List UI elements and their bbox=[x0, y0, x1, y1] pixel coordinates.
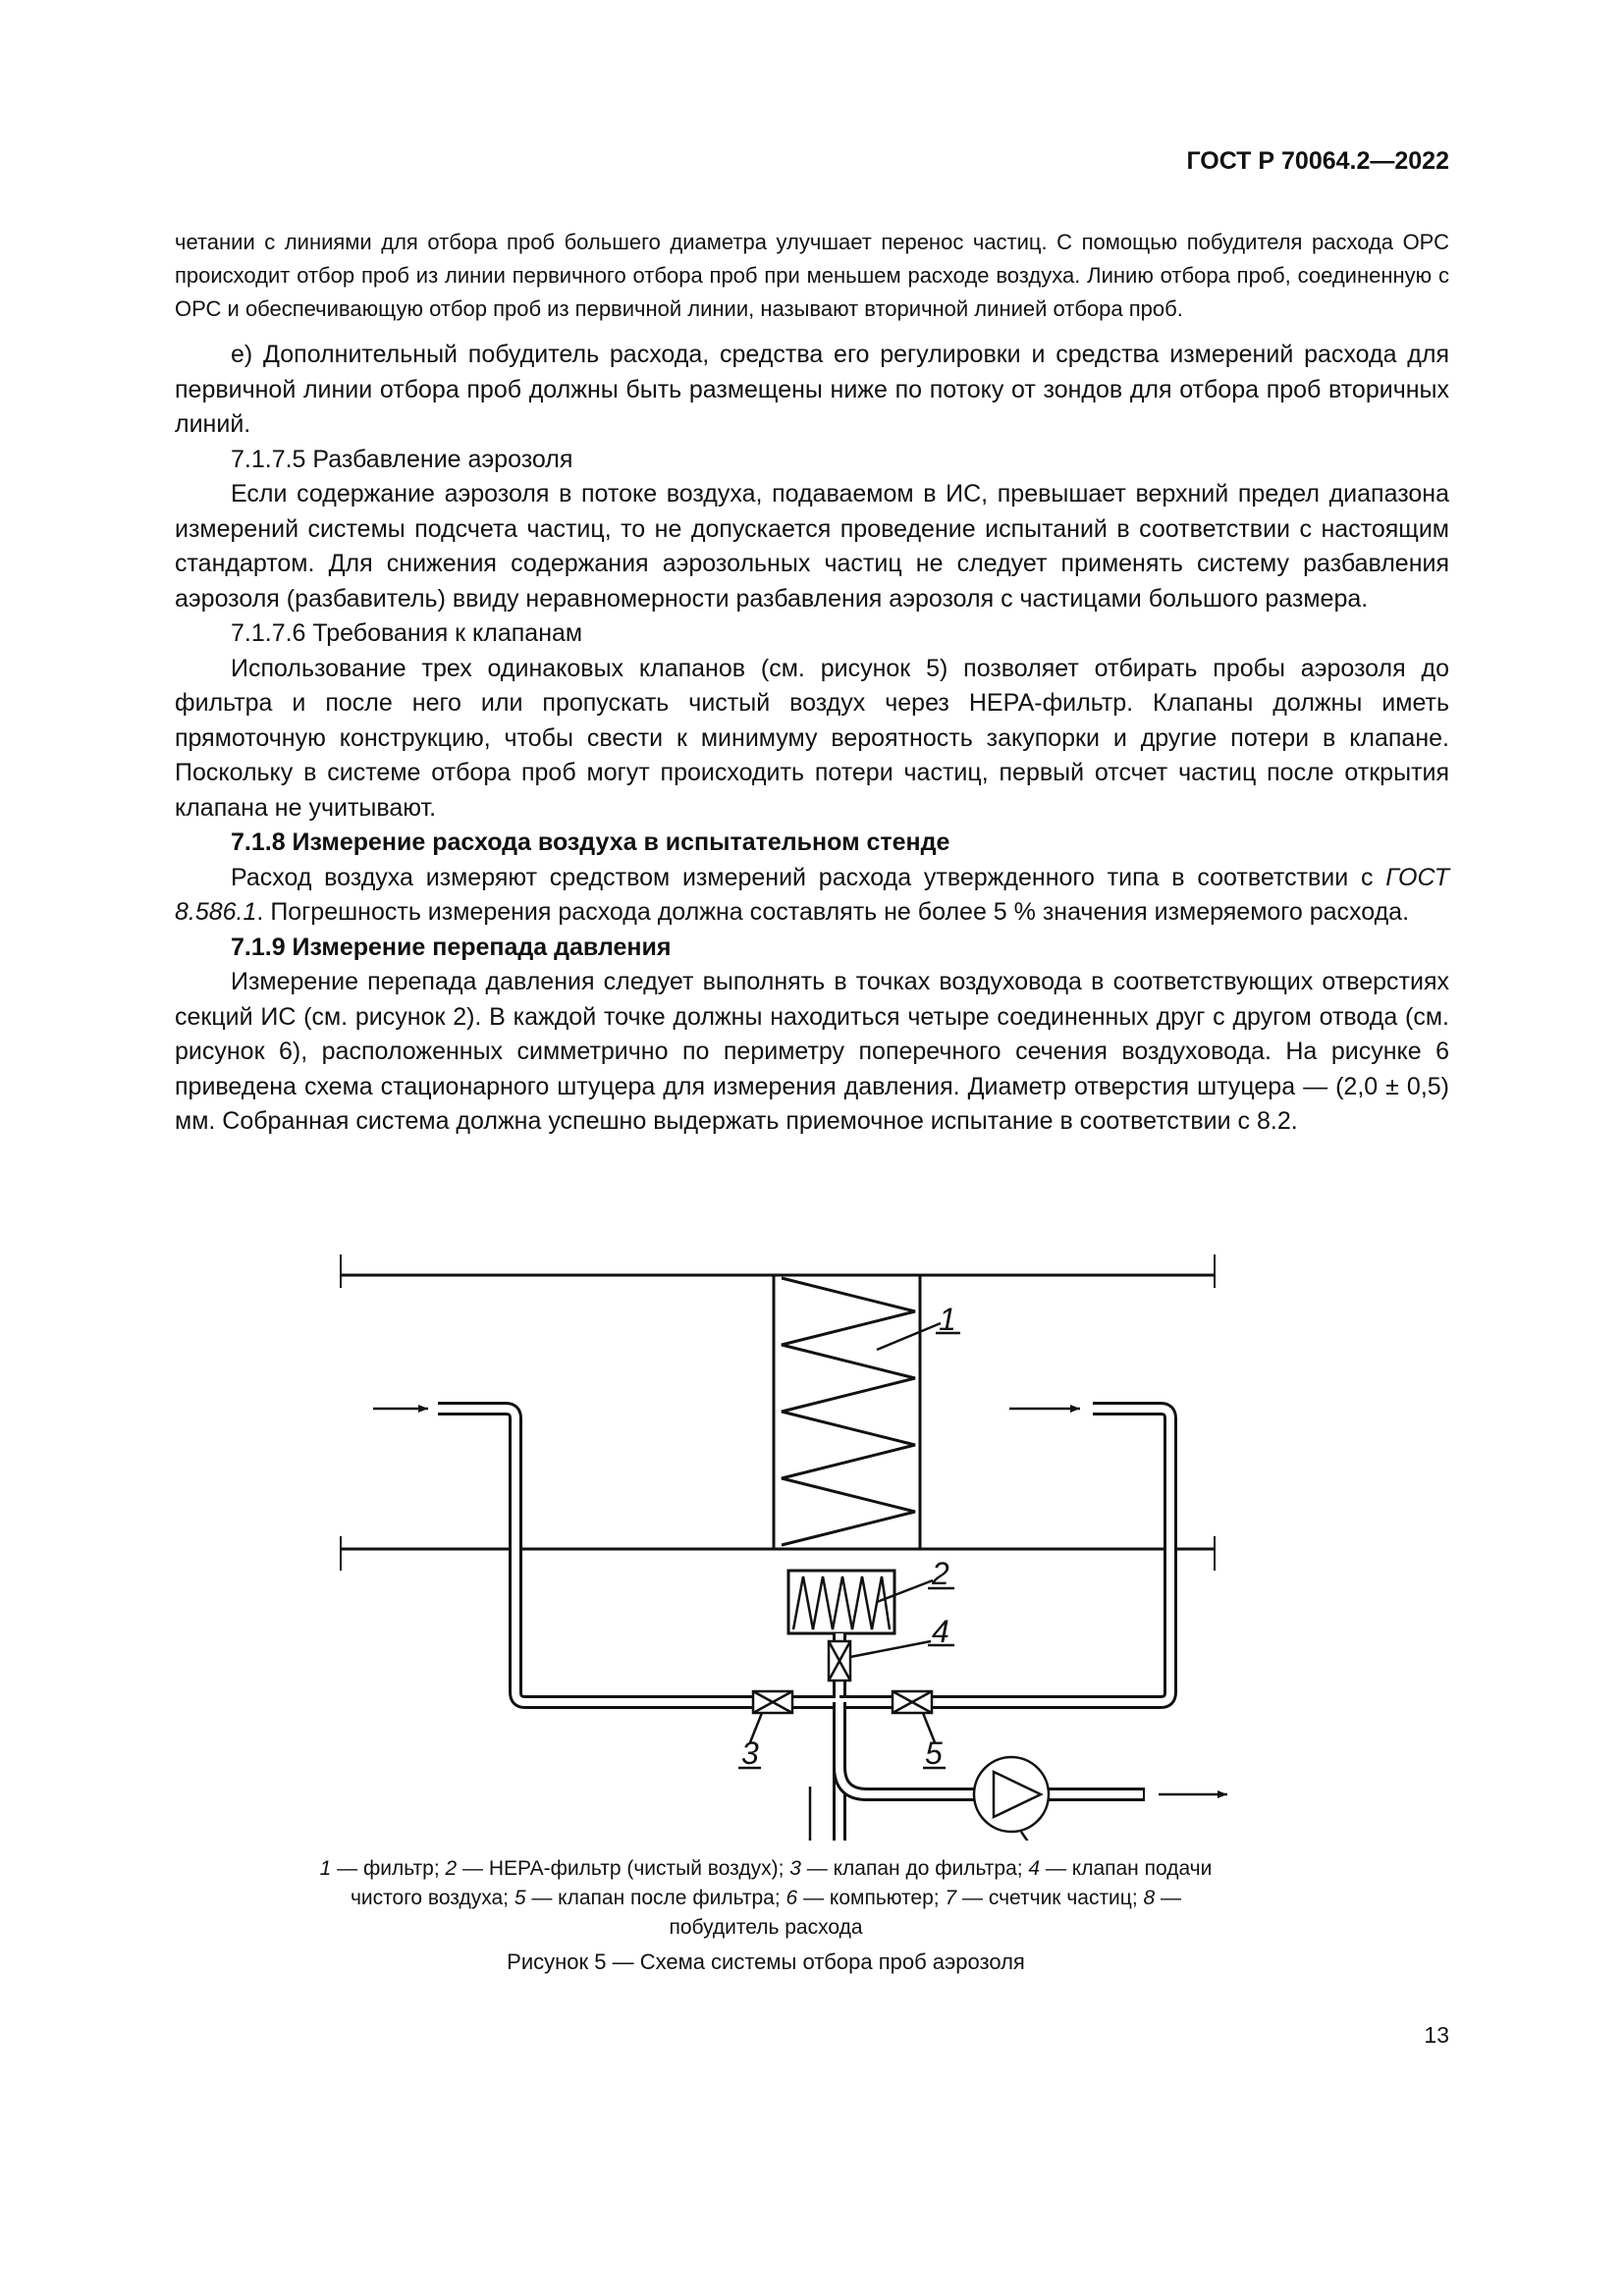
paragraph-7-1-7-5: Если содержание аэрозоля в потоке воздуха, подаваемом в ИС, превышает верхний предел диапазона измерений системы подсчета частиц, то не допускается проведение испытаний в соответствии с настоящим стандартом. Для снижения содержания аэрозольных частиц не следует применять систему разбавления аэрозоля (разбавитель) ввиду неравномерности разбавления аэрозоля с частицами большого размера. bbox=[175, 480, 1449, 613]
label-1: 1 bbox=[939, 1302, 956, 1337]
legend-text-6: — компьютер; bbox=[797, 1887, 946, 1909]
heading-7-1-7-5: 7.1.7.5 Разбавление аэрозоля bbox=[231, 445, 573, 473]
main-text bbox=[175, 226, 1449, 1140]
legend-key-2: 2 bbox=[445, 1857, 458, 1880]
heading-7-1-9-text: 7.1.9 Измерение перепада давления bbox=[231, 933, 672, 961]
intro-paragraph: четании с линиями для отбора проб большего диаметра улучшает перенос частиц. С помощью побудителя расхода ОРС происходит отбор проб из линии первичного отбора проб при меньшем расходе воздуха. Линию отбора проб, соединенную с ОРС и обеспечивающую отбор проб из первичной линии, называют вторичной линией отбора проб. bbox=[175, 230, 1449, 321]
document-header: ГОСТ Р 70064.2—2022 bbox=[1186, 147, 1449, 175]
legend-text-1: — фильтр; bbox=[331, 1857, 446, 1880]
pump-8 bbox=[974, 1757, 1049, 1832]
legend-text-4: — клапан подачи чистого воздуха; bbox=[350, 1857, 1213, 1909]
paragraph-7-1-8 bbox=[175, 861, 1449, 931]
legend-key-5: 5 bbox=[514, 1887, 526, 1909]
paragraph-e: е) Дополнительный побудитель расхода, средства его регулировки и средства измерений расхода для первичной линии отбора проб должны быть размещены ниже по потоку от зондов для отбора проб вторичных линий. bbox=[175, 341, 1449, 438]
page-number: 13 bbox=[1424, 2022, 1449, 2048]
paragraph-7-1-9: Измерение перепада давления следует выполнять в точках воздуховода в соответствующих отверстиях секций ИС (см. рисунок 2). В каждой точке должны находиться четыре соединенных друг с другом отвода (см. рисунок 6), расположенных симметрично по периметру поперечного сечения воздуховода. На рисунке 6 приведена схема стационарного штуцера для измерения давления. Диаметр отверстия штуцера — (2,0 ± 0,5) мм. Собранная система должна успешно выдержать приемочное испытание в соответствии с 8.2. bbox=[175, 968, 1449, 1135]
label-2: 2 bbox=[932, 1556, 949, 1591]
heading-7-1-8-text: 7.1.8 Измерение расхода воздуха в испытательном стенде bbox=[231, 828, 950, 856]
paragraph-7-1-7-6: Использование трех одинаковых клапанов (см. рисунок 5) позволяет отбирать пробы аэрозоля до фильтра и после него или пропускать чистый воздух через НЕРА-фильтр. Клапаны должны иметь прямоточную конструкцию, чтобы свести к минимуму вероятность закупорки и другие потери в клапане. Поскольку в системе отбора проб могут происходить потери частиц, первый отсчет частиц после открытия клапана не учитывают. bbox=[175, 654, 1449, 822]
legend-key-7: 7 bbox=[945, 1887, 957, 1909]
heading-7-1-8 bbox=[175, 826, 1449, 861]
paragraph-7-1-8-start: Расход воздуха измеряют средством измерений расхода утвержденного типа в соответствии с bbox=[231, 863, 1386, 891]
figure-legend bbox=[295, 1854, 1237, 1943]
legend-key-3: 3 bbox=[789, 1857, 801, 1880]
label-4: 4 bbox=[932, 1614, 949, 1649]
figure-caption: Рисунок 5 — Схема системы отбора проб аэрозоля bbox=[507, 1949, 1025, 1974]
label-3: 3 bbox=[741, 1735, 759, 1771]
figure-5-sampling-diagram bbox=[295, 1232, 1237, 1841]
legend-key-8: 8 bbox=[1143, 1887, 1156, 1909]
gost-reference: ГОСТ 8.586.1 bbox=[175, 863, 1449, 926]
legend-key-1: 1 bbox=[319, 1857, 332, 1880]
label-5: 5 bbox=[925, 1735, 943, 1771]
legend-text-8: — побудитель расхода bbox=[669, 1887, 1182, 1939]
heading-7-1-7-6: 7.1.7.6 Требования к клапанам bbox=[231, 619, 583, 647]
legend-key-6: 6 bbox=[785, 1887, 798, 1909]
paragraph-7-1-8-end: . Погрешность измерения расхода должна составлять не более 5 % значения измеряемого расхода. bbox=[256, 898, 1410, 926]
filter-1-pleats bbox=[782, 1278, 915, 1545]
legend-text-7: — счетчик частиц; bbox=[956, 1887, 1144, 1909]
legend-text-3: — клапан до фильтра; bbox=[800, 1857, 1029, 1880]
heading-7-1-9 bbox=[175, 931, 1449, 966]
legend-key-4: 4 bbox=[1028, 1857, 1041, 1880]
legend-text-2: — НЕРА-фильтр (чистый воздух); bbox=[457, 1857, 790, 1880]
legend-text-5: — клапан после фильтра; bbox=[525, 1887, 786, 1909]
